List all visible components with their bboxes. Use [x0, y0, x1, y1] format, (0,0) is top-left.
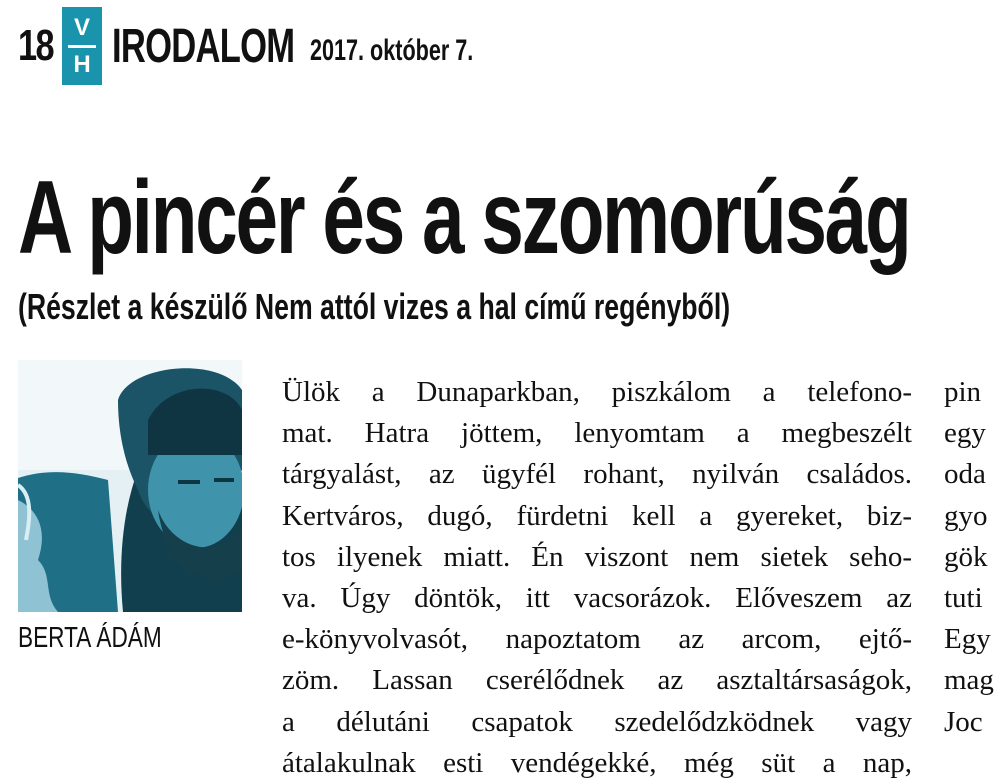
next-column-line: Joc: [944, 705, 983, 738]
next-column-text: [944, 372, 1000, 743]
body-line: a délutáni csapatok szedelődzködnek vagy: [282, 705, 912, 738]
next-column-line: oda: [944, 458, 986, 491]
logo-letter-top: V: [73, 13, 90, 41]
page-number: 18: [18, 21, 54, 70]
logo-letter-bottom: H: [73, 50, 91, 78]
next-column-line: egy: [944, 417, 986, 450]
body-line: e-könyvolvasót, napoztatom az arcom, ejtő-: [282, 623, 912, 656]
next-column-line: pin: [944, 376, 982, 408]
body-line: tos ilyenek miatt. Én viszont nem sietek seho-: [282, 540, 912, 573]
page-header: [18, 6, 537, 86]
next-column-line: gök: [944, 540, 988, 573]
author-name: BERTA ÁDÁM: [18, 622, 162, 654]
article-subtitle: (Részlet a készülő Nem attól vizes a hal című regényből): [18, 286, 731, 327]
body-line: va. Úgy döntök, itt vacsorázok. Előveszem az: [282, 582, 912, 615]
article-body: [282, 372, 912, 784]
body-line: mat. Hatra jöttem, lenyomtam a megbeszélt: [282, 417, 912, 450]
issue-date: 2017. október 7.: [310, 34, 474, 67]
next-column-line: mag: [944, 664, 994, 697]
next-column-line: gyo: [944, 499, 988, 532]
body-line: zöm. Lassan cserélődnek az asztaltársaságok,: [282, 664, 912, 697]
section-name: IRODALOM: [112, 19, 295, 73]
author-photo-image: [18, 360, 242, 612]
author-photo: [18, 360, 242, 612]
next-column-line: tuti: [944, 582, 983, 615]
body-line: Kertváros, dugó, fürdetni kell a gyereket, biz-: [282, 499, 912, 532]
body-line: Ülök a Dunaparkban, piszkálom a telefono-: [282, 376, 912, 408]
body-line: átalakulnak esti vendégekké, még süt a nap,: [282, 746, 912, 779]
article-title: A pincér és a szomorúság: [18, 160, 910, 276]
body-line: tárgyalást, az ügyfél rohant, nyilván családos.: [282, 458, 912, 491]
vh-logo: [62, 7, 102, 85]
next-column-line: Egy: [944, 623, 991, 656]
